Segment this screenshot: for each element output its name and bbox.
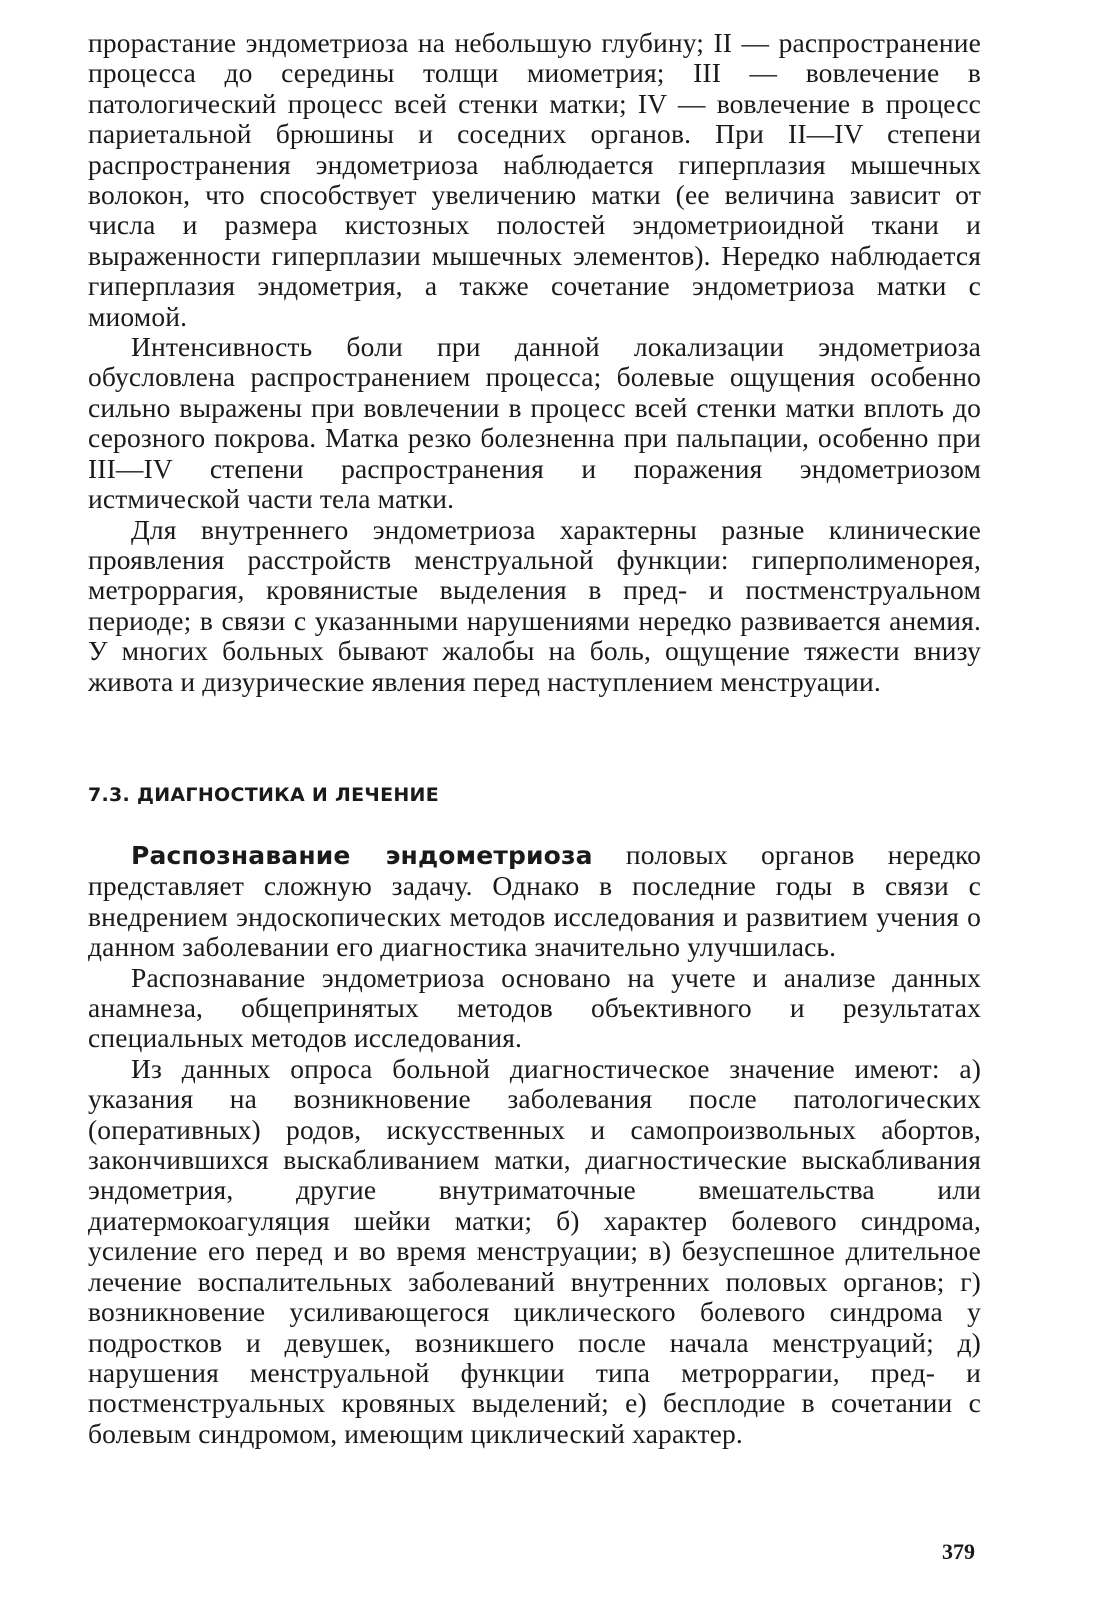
paragraph-diagnosis-intro-text: половых органов нередко представляет сложную задачу. Однако в последние годы в связи с внедрением эндоскопических методов исследования и развитием учения о данном заболевании его диагностика значительно улучшилась. [88, 839, 981, 963]
paragraph-menstrual-disorders: Для внутреннего эндометриоза характерны разные клинические проявления расстройств менструальной функции: гиперполименорея, метроррагия, кровянистые выделения в пред- и постменструальном периоде; в связи с указанными нарушениями нередко развивается анемия. У многих больных бывают жалобы на боль, ощущение тяжести внизу живота и дизурические явления перед наступлением менструации. [88, 513, 981, 697]
page-number: 379 [942, 1539, 975, 1564]
paragraph-pain-intensity: Интенсивность боли при данной локализации эндометриоза обусловлена распространением процесса; болевые ощущения особенно сильно выражены при вовлечении в процесс всей стенки матки вплоть до серозного покрова. Матка резко болезненна при пальпации, особенно при III—IV степени распространения и поражения эндометриозом истмической части тела матки. [88, 331, 981, 515]
paragraph-continuation: прорастание эндометриоза на небольшую глубину; II — распространение процесса до середины толщи миометрия; III — вовлечение в патологический процесс всей стенки матки; IV — вовлечение в процесс париетальной брюшины и соседних органов. При II—IV степени распространения эндометриоза наблюдается гиперплазия мышечных волокон, что способствует увеличению матки (ее величина зависит от числа и размера кистозных полостей эндометриоидной ткани и выраженности гиперплазии мышечных элементов). Нередко наблюдается гиперплазия эндометрия, а также сочетание эндометриоза матки с миомой. [88, 27, 981, 332]
text-block-lower [88, 840, 981, 1449]
text-block-upper [88, 28, 981, 697]
lead-term: Распознавание эндометриоза [131, 841, 593, 870]
paragraph-diagnosis-basis: Распознавание эндометриоза основано на учете и анализе данных анамнеза, общепринятых методов объективного и результатах специальных методов исследования. [88, 961, 981, 1054]
paragraph-anamnesis: Из данных опроса больной диагностическое значение имеют: а) указания на возникновение заболевания после патологических (оперативных) родов, искусственных и самопроизвольных абортов, закончившихся выскабливанием матки, диагностические выскабливания эндометрия, другие внутриматочные вмешательства или диатермокоагуляция шейки матки; б) характер болевого синдрома, усиление его перед и во время менструации; в) безуспешное длительное лечение воспалительных заболеваний внутренних половых органов; г) возникновение усиливающегося циклического болевого синдрома у подростков и девушек, возникшего после начала менструаций; д) нарушения менструальной функции типа метроррагии, пред- и постменструальных кровяных выделений; е) бесплодие в сочетании с болевым синдромом, имеющим циклический характер. [88, 1052, 981, 1449]
section-heading: 7.3. ДИАГНОСТИКА И ЛЕЧЕНИЕ [88, 784, 440, 806]
paragraph-diagnosis-intro [88, 840, 981, 963]
